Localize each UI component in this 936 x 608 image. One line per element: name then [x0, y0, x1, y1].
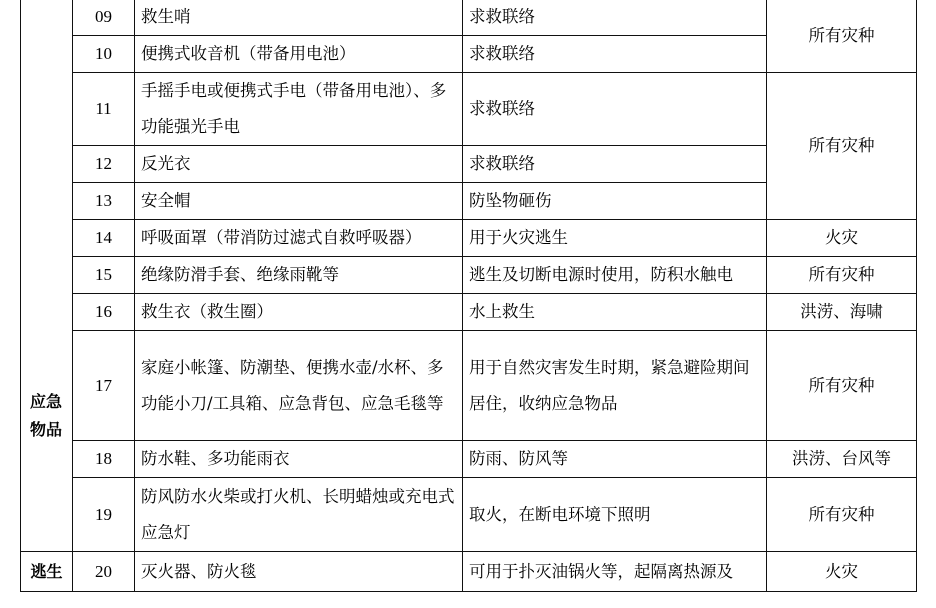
item-name: 安全帽: [135, 183, 463, 220]
item-number: 13: [73, 183, 135, 220]
item-hazard: 所有灾种: [767, 478, 917, 552]
item-hazard: 所有灾种: [767, 331, 917, 441]
emergency-supplies-table: [20, 0, 917, 592]
item-name: 呼吸面罩（带消防过滤式自救呼吸器）: [135, 220, 463, 257]
item-use: 可用于扑灭油锅火等，起隔离热源及: [463, 552, 767, 592]
item-number: 11: [73, 73, 135, 146]
table-row: [21, 478, 917, 552]
item-name: 救生衣（救生圈）: [135, 294, 463, 331]
item-name: 手摇手电或便携式手电（带备用电池）、多功能强光手电: [135, 73, 463, 146]
category-cell-emergency: [21, 0, 73, 552]
item-number: 10: [73, 36, 135, 73]
item-hazard: 所有灾种: [767, 0, 917, 73]
item-use: 求救联络: [463, 36, 767, 73]
item-name: 便携式收音机（带备用电池）: [135, 36, 463, 73]
item-number: 15: [73, 257, 135, 294]
item-hazard: 洪涝、台风等: [767, 441, 917, 478]
item-number: 18: [73, 441, 135, 478]
item-number: 17: [73, 331, 135, 441]
item-number: 19: [73, 478, 135, 552]
item-use: 用于火灾逃生: [463, 220, 767, 257]
table-row: [21, 294, 917, 331]
item-use: 求救联络: [463, 73, 767, 146]
item-use: 防坠物砸伤: [463, 183, 767, 220]
table-row: [21, 331, 917, 441]
item-number: 12: [73, 146, 135, 183]
item-name: 救生哨: [135, 0, 463, 36]
item-number: 09: [73, 0, 135, 36]
item-use: 取火，在断电环境下照明: [463, 478, 767, 552]
table-row: [21, 220, 917, 257]
table-row: [21, 257, 917, 294]
item-use: 水上救生: [463, 294, 767, 331]
item-number: 16: [73, 294, 135, 331]
item-use: 逃生及切断电源时使用，防积水触电: [463, 257, 767, 294]
item-name: 灭火器、防火毯: [135, 552, 463, 592]
item-hazard: 火灾: [767, 220, 917, 257]
item-name: 防水鞋、多功能雨衣: [135, 441, 463, 478]
item-hazard: 洪涝、海啸: [767, 294, 917, 331]
table-row: [21, 73, 917, 146]
item-name: 防风防水火柴或打火机、长明蜡烛或充电式应急灯: [135, 478, 463, 552]
item-name: 反光衣: [135, 146, 463, 183]
item-use: 求救联络: [463, 0, 767, 36]
item-name: 绝缘防滑手套、绝缘雨靴等: [135, 257, 463, 294]
item-hazard: 火灾: [767, 552, 917, 592]
table-row: [21, 552, 917, 592]
item-number: 14: [73, 220, 135, 257]
category-cell-escape: 逃生: [21, 552, 73, 592]
item-hazard: 所有灾种: [767, 73, 917, 220]
table-row: [21, 441, 917, 478]
table-row: [21, 0, 917, 36]
item-number: 20: [73, 552, 135, 592]
item-use: 用于自然灾害发生时期，紧急避险期间居住，收纳应急物品: [463, 331, 767, 441]
item-use: 求救联络: [463, 146, 767, 183]
item-name: 家庭小帐篷、防潮垫、便携水壶/水杯、多功能小刀/工具箱、应急背包、应急毛毯等: [135, 331, 463, 441]
item-hazard: 所有灾种: [767, 257, 917, 294]
category-label-emergency: 应急物品: [29, 392, 62, 439]
item-use: 防雨、防风等: [463, 441, 767, 478]
